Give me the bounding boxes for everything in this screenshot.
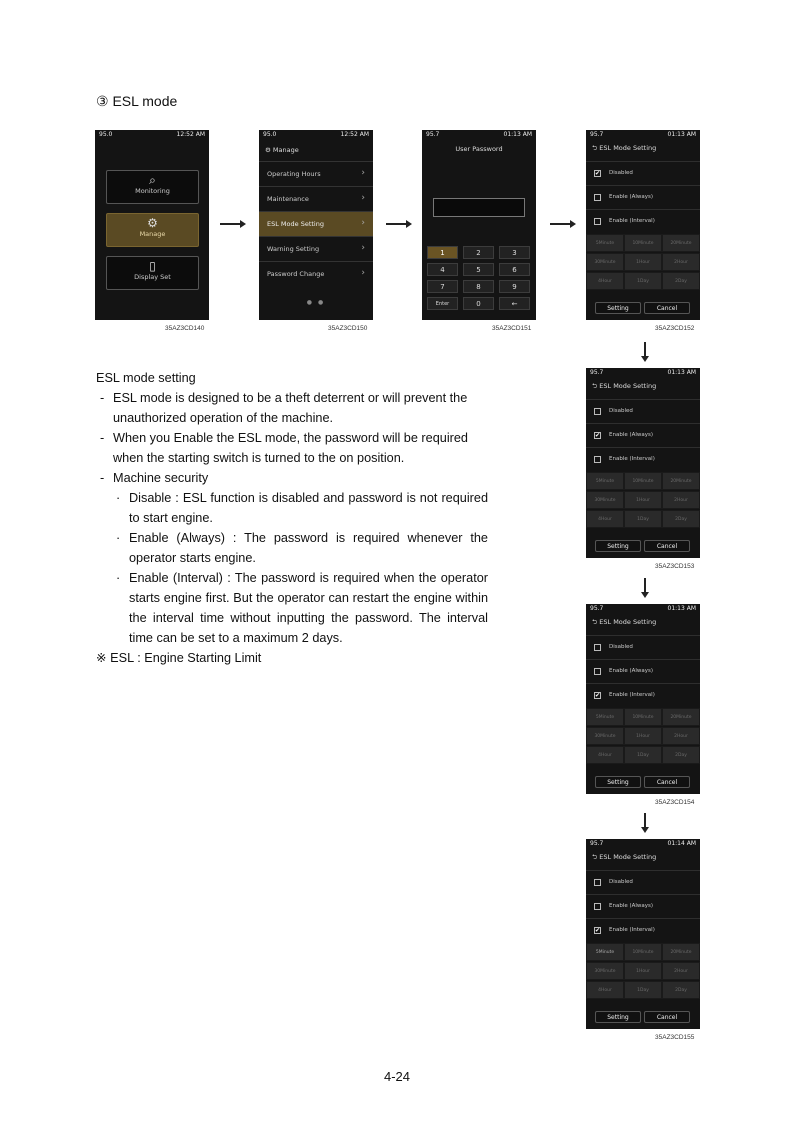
page-indicator: ● ●	[306, 299, 326, 306]
status-time: 12:52 AM	[340, 131, 369, 138]
checkbox-icon[interactable]	[594, 194, 601, 201]
interval-option[interactable]: 4Hour	[586, 510, 624, 528]
interval-option[interactable]: 10Minute	[624, 472, 662, 490]
esl-option[interactable]: ✔ Enable (Always)	[586, 423, 700, 448]
page-number: 4-24	[383, 1069, 411, 1084]
status-time: 01:13 AM	[667, 369, 696, 376]
bullet-item: - When you Enable the ESL mode, the password will be required when the starting switch is turned to the on position.	[100, 431, 468, 465]
status-bar	[422, 130, 536, 140]
menu-item-warning-setting[interactable]: Warning Setting ›	[259, 236, 373, 261]
interval-option[interactable]: 2Day	[662, 746, 700, 764]
interval-option[interactable]: 2Hour	[662, 962, 700, 980]
search-icon: ⌕	[149, 173, 156, 187]
esl-option[interactable]: Enable (Always)	[586, 894, 700, 919]
interval-option[interactable]: 1Day	[624, 272, 662, 290]
figure-code: 35AZ3CD155	[655, 1034, 695, 1041]
checkbox-icon[interactable]	[594, 668, 601, 675]
interval-option[interactable]: 30Minute	[586, 253, 624, 271]
esl-option[interactable]: Enable (Always)	[586, 659, 700, 684]
key-4[interactable]: 4	[427, 263, 458, 276]
checkbox-icon[interactable]: ✔	[595, 170, 601, 177]
gear-icon: ⚙	[265, 146, 273, 154]
menu-item-maintenance[interactable]: Maintenance ›	[259, 186, 373, 211]
esl-option[interactable]: Enable (Interval)	[586, 209, 700, 234]
esl-option[interactable]: ✔ Disabled	[586, 161, 700, 186]
esl-mode-screen	[586, 130, 700, 320]
menu-item-esl-mode-setting[interactable]: ESL Mode Setting ›	[259, 211, 373, 236]
status-bar	[259, 130, 373, 140]
figure-code: 35AZ3CD152	[655, 325, 695, 332]
esl-mode-screen	[586, 839, 700, 1029]
setting-button[interactable]: Setting	[595, 302, 641, 314]
figure-code: 35AZ3CD153	[655, 563, 695, 570]
interval-option[interactable]: 2Hour	[662, 727, 700, 745]
interval-option[interactable]: 20Minute	[662, 708, 700, 726]
esl-option[interactable]: Disabled	[586, 399, 700, 424]
arrow-down-icon	[644, 813, 646, 828]
esl-header: ⮌ ESL Mode Setting	[592, 618, 657, 626]
chevron-right-icon: ›	[361, 218, 365, 228]
interval-option[interactable]: 5Minute	[586, 472, 624, 490]
chevron-right-icon: ›	[361, 168, 365, 178]
bullet-item: - ESL mode is designed to be a theft deterrent or will prevent the unauthorized operation of the machine.	[100, 391, 468, 425]
interval-option[interactable]: 1Hour	[624, 962, 662, 980]
interval-option[interactable]: 1Hour	[624, 727, 662, 745]
key-6[interactable]: 6	[499, 263, 530, 276]
back-icon[interactable]: ⮌	[592, 144, 600, 152]
status-temp: 95.7	[590, 131, 604, 138]
status-temp: 95.0	[99, 131, 113, 138]
description	[96, 368, 488, 668]
status-temp: 95.7	[590, 605, 604, 612]
cancel-button[interactable]: Cancel	[644, 540, 690, 552]
key-5[interactable]: 5	[463, 263, 494, 276]
manage-header: ⚙ Manage	[265, 146, 299, 154]
esl-option[interactable]: Disabled	[586, 635, 700, 660]
status-bar	[95, 130, 209, 140]
interval-option[interactable]: 4Hour	[586, 746, 624, 764]
status-temp: 95.7	[590, 369, 604, 376]
section-title: ③ ESL mode	[96, 93, 178, 109]
checkbox-icon[interactable]	[594, 408, 601, 415]
key-0[interactable]: 0	[463, 297, 494, 310]
menu-item-password-change[interactable]: Password Change ›	[259, 261, 373, 286]
figure-code: 35AZ3CD151	[492, 325, 532, 332]
interval-option[interactable]: 30Minute	[586, 727, 624, 745]
key-8[interactable]: 8	[463, 280, 494, 293]
checkbox-icon[interactable]: ✔	[595, 927, 601, 934]
key-7[interactable]: 7	[427, 280, 458, 293]
arrow-right-icon	[386, 223, 408, 225]
interval-option[interactable]: 5Minute	[586, 708, 624, 726]
manage-button[interactable]: ⚙ Manage	[106, 213, 199, 247]
back-icon[interactable]: ⮌	[592, 853, 600, 861]
gear-icon: ⚙	[147, 216, 158, 230]
setting-button[interactable]: Setting	[595, 540, 641, 552]
interval-option[interactable]: 20Minute	[662, 234, 700, 252]
key-9[interactable]: 9	[499, 280, 530, 293]
password-input[interactable]	[433, 198, 525, 217]
menu-item-operating-hours[interactable]: Operating Hours ›	[259, 161, 373, 186]
esl-option[interactable]: ✔ Enable (Interval)	[586, 683, 700, 708]
enter-key[interactable]: Enter	[427, 297, 458, 310]
device-icon: ▯	[149, 259, 156, 273]
status-bar	[586, 368, 700, 378]
interval-option[interactable]: 1Day	[624, 746, 662, 764]
key-2[interactable]: 2	[463, 246, 494, 259]
checkbox-icon[interactable]	[594, 456, 601, 463]
bullet-item: - Machine security	[100, 471, 209, 485]
home-screen	[95, 130, 209, 320]
status-bar	[586, 604, 700, 614]
interval-option[interactable]: 2Hour	[662, 491, 700, 509]
cancel-button[interactable]: Cancel	[644, 302, 690, 314]
arrow-right-icon	[550, 223, 572, 225]
figure-code: 35AZ3CD150	[328, 325, 368, 332]
interval-option[interactable]: 1Day	[624, 510, 662, 528]
cancel-button[interactable]: Cancel	[644, 1011, 690, 1023]
interval-option[interactable]: 4Hour	[586, 981, 624, 999]
esl-header: ⮌ ESL Mode Setting	[592, 853, 657, 861]
status-bar	[586, 130, 700, 140]
figure-code: 35AZ3CD140	[165, 325, 205, 332]
checkbox-icon[interactable]: ✔	[595, 692, 601, 699]
interval-option[interactable]: 2Day	[662, 272, 700, 290]
checkbox-icon[interactable]	[594, 903, 601, 910]
checkbox-icon[interactable]: ✔	[595, 432, 601, 439]
esl-mode-screen	[586, 368, 700, 558]
interval-option[interactable]: 10Minute	[624, 943, 662, 961]
interval-option[interactable]: 2Day	[662, 510, 700, 528]
status-time: 01:13 AM	[667, 131, 696, 138]
status-temp: 95.7	[426, 131, 440, 138]
display-set-button[interactable]: ▯ Display Set	[106, 256, 199, 290]
interval-option[interactable]: 20Minute	[662, 943, 700, 961]
status-time: 01:14 AM	[667, 840, 696, 847]
password-screen	[422, 130, 536, 320]
chevron-right-icon: ›	[361, 243, 365, 253]
interval-option[interactable]: 10Minute	[624, 708, 662, 726]
status-temp: 95.7	[590, 840, 604, 847]
interval-option[interactable]: 2Day	[662, 981, 700, 999]
status-time: 01:13 AM	[503, 131, 532, 138]
checkbox-icon[interactable]	[594, 644, 601, 651]
sub-bullet-item: · Disable : ESL function is disabled and password is not required to start engine.	[116, 491, 488, 525]
esl-option[interactable]: ✔ Enable (Interval)	[586, 918, 700, 943]
arrow-down-icon	[644, 578, 646, 593]
back-icon[interactable]: ⮌	[592, 618, 600, 626]
esl-option[interactable]: Enable (Always)	[586, 185, 700, 210]
interval-option[interactable]: 1Day	[624, 981, 662, 999]
manage-screen	[259, 130, 373, 320]
setting-button[interactable]: Setting	[595, 1011, 641, 1023]
interval-option[interactable]: 30Minute	[586, 491, 624, 509]
key-1[interactable]: 1	[427, 246, 458, 259]
interval-option[interactable]: 1Hour	[624, 253, 662, 271]
monitoring-button[interactable]: ⌕ Monitoring	[106, 170, 199, 204]
interval-option[interactable]: 10Minute	[624, 234, 662, 252]
checkbox-icon[interactable]	[594, 879, 601, 886]
interval-option[interactable]: 20Minute	[662, 472, 700, 490]
esl-header: ⮌ ESL Mode Setting	[592, 382, 657, 390]
esl-option[interactable]: Enable (Interval)	[586, 447, 700, 472]
interval-option[interactable]: 30Minute	[586, 962, 624, 980]
esl-option[interactable]: Disabled	[586, 870, 700, 895]
figure-code: 35AZ3CD154	[655, 799, 695, 806]
sub-bullet-item: · Enable (Always) : The password is required whenever the operator starts engine.	[116, 531, 488, 565]
status-temp: 95.0	[263, 131, 277, 138]
status-time: 01:13 AM	[667, 605, 696, 612]
sub-bullet-item: · Enable (Interval) : The password is required when the operator starts engine first. But the operator can restart the engine within the interval time without inputting the password. The interval time can be set to a maximum 2 days.	[116, 571, 488, 645]
esl-mode-screen	[586, 604, 700, 794]
interval-option[interactable]: 5Minute	[586, 943, 624, 961]
esl-header: ⮌ ESL Mode Setting	[592, 144, 657, 152]
note: ※ ESL : Engine Starting Limit	[96, 651, 262, 665]
backspace-key[interactable]: ←	[499, 297, 530, 310]
password-title: User Password	[455, 145, 503, 153]
status-time: 12:52 AM	[176, 131, 205, 138]
arrow-down-icon	[644, 342, 646, 357]
checkbox-icon[interactable]	[594, 218, 601, 225]
arrow-right-icon	[220, 223, 242, 225]
setting-button[interactable]: Setting	[595, 776, 641, 788]
cancel-button[interactable]: Cancel	[644, 776, 690, 788]
chevron-right-icon: ›	[361, 268, 365, 278]
interval-option[interactable]: 2Hour	[662, 253, 700, 271]
interval-option[interactable]: 1Hour	[624, 491, 662, 509]
key-3[interactable]: 3	[499, 246, 530, 259]
back-icon[interactable]: ⮌	[592, 382, 600, 390]
interval-option[interactable]: 4Hour	[586, 272, 624, 290]
description-heading: ESL mode setting	[96, 371, 196, 385]
chevron-right-icon: ›	[361, 193, 365, 203]
status-bar	[586, 839, 700, 849]
interval-option[interactable]: 5Minute	[586, 234, 624, 252]
